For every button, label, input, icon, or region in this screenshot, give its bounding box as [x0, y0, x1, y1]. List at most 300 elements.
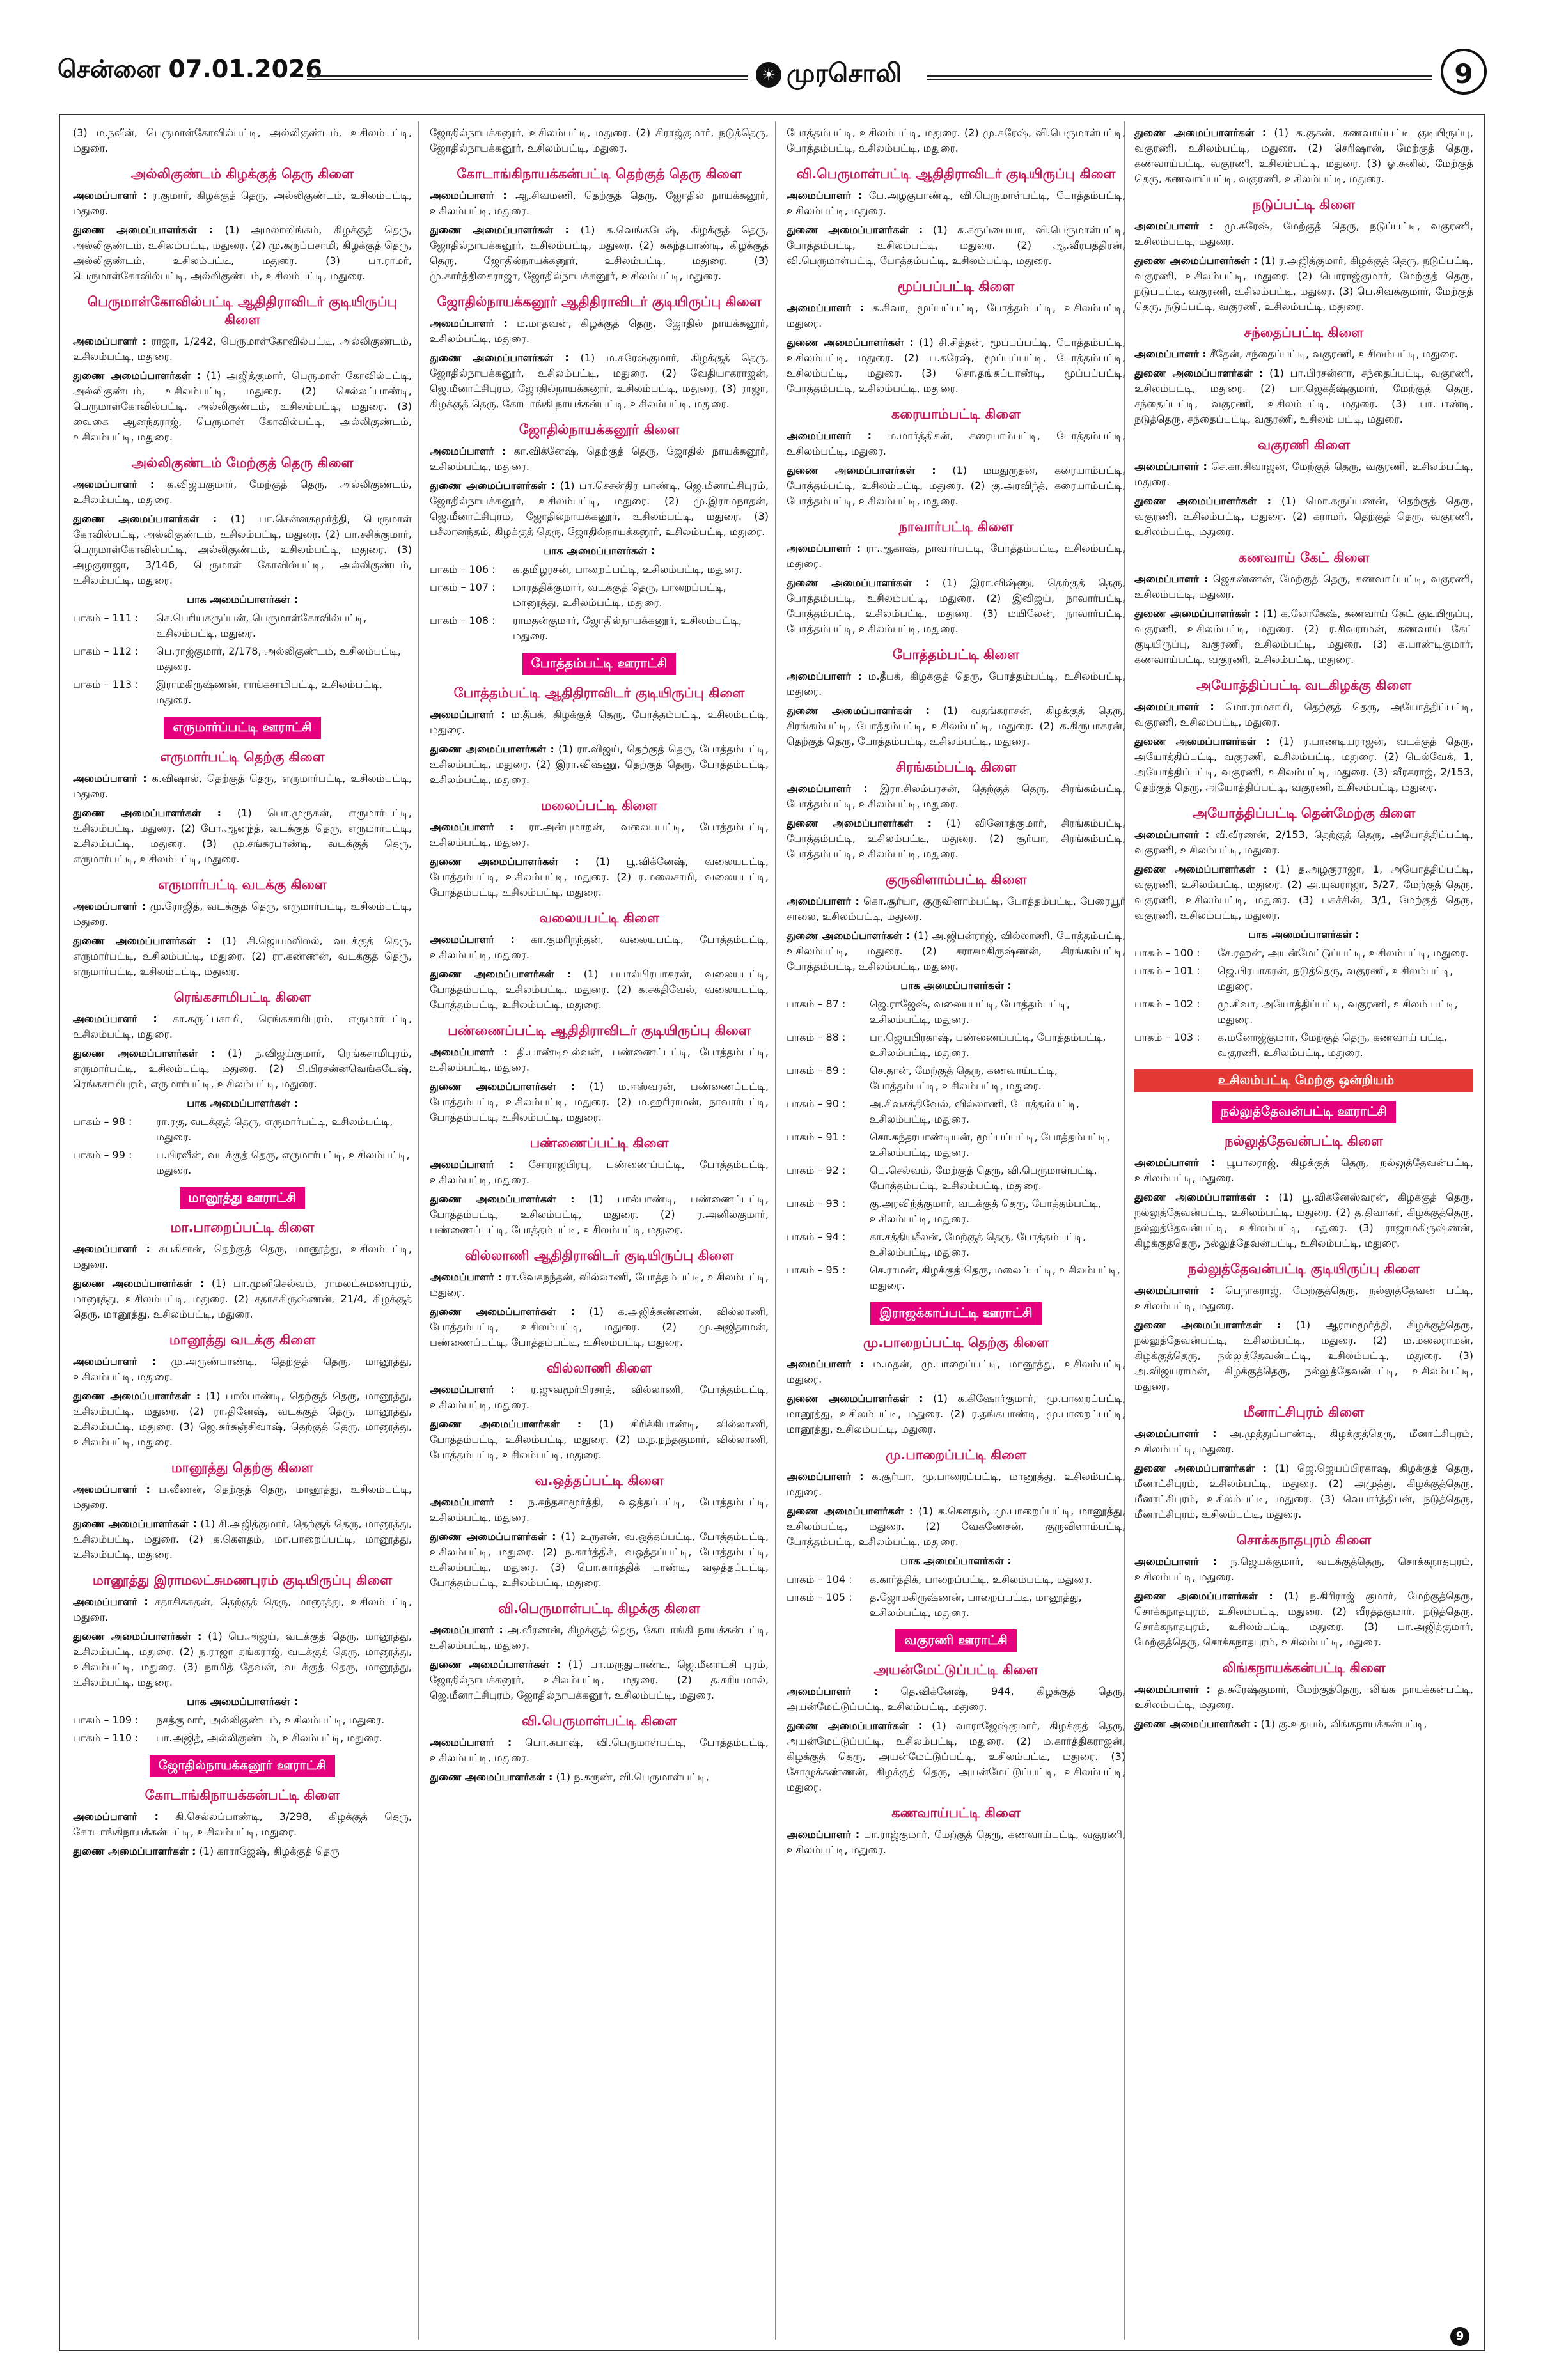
role-label: துணை அமைப்பாளர்கள் : [787, 1720, 923, 1732]
organiser-details: ப.வீணன், தெற்குத் தெரு, மானூத்து, உசிலம்பட்டி, மதுரை. [73, 1483, 412, 1511]
branch-heading: கரையாம்பட்டி கிளை [891, 407, 1021, 422]
organiser-details: (1) பொ.முருகன், எருமார்பட்டி, உசிலம்பட்டி, மதுரை. (2) போ.ஆனந்த், வடக்குத் தெரு, எருமார்பட்டி, உசிலம்பட்டி, மதுரை. (3) மு.சங்கரபாண்டி, வடக்குத் தெரு, எருமார்பட்டி, உசிலம்பட்டி, மதுரை. [73, 807, 412, 865]
organiser-entry [787, 816, 1125, 862]
organiser-details: ந.ஜெயக்குமார், வடக்குத்தெரு, சொக்கநாதபுரம், உசிலம்பட்டி, மதுரை. [1134, 1555, 1473, 1583]
organiser-entry [73, 1354, 412, 1385]
organiser-entry [73, 805, 412, 867]
branch-heading: மு.பாறைப்பட்டி தெற்கு கிளை [863, 1335, 1049, 1350]
booth-entry [73, 644, 412, 674]
branch-heading: பெருமாள்கோவில்பட்டி ஆதிதிராவிடர் குடியிருப்பு கிளை [87, 294, 398, 327]
organiser-entry [430, 1769, 769, 1785]
column-divider [775, 121, 776, 2340]
organiser-entry [787, 894, 1125, 924]
booth-number: பாகம் – 93 : [787, 1197, 846, 1209]
organiser-details: பே.அழகுபாண்டி, வி.பெருமாள்பட்டி, போத்தம்பட்டி, உசிலம்பட்டி, மதுரை. [787, 189, 1125, 217]
role-label: அமைப்பாளர் : [73, 900, 146, 912]
organiser-entry [787, 428, 1125, 459]
organiser-details: கா.கருப்பசாமி, ரெங்கசாமிபுரம், எருமார்பட்டி, உசிலம்பட்டி, மதுரை. [73, 1013, 412, 1040]
organiser-entry [787, 1684, 1125, 1715]
role-label: துணை அமைப்பாளர்கள் : [787, 464, 936, 476]
booth-organiser: மு.சிவா, அயோத்திப்பட்டி, வகுரணி, உசிலம் பட்டி, மதுரை. [1218, 998, 1458, 1025]
organiser-details: (1) க.கௌதம், மு.பாறைப்பட்டி, மானூத்து, உசிலம்பட்டி, மதுரை. (2) வேகணேசன், குருவிளாம்பட்டி, போத்தம்பட்டி, உசிலம்பட்டி, மதுரை. [787, 1505, 1125, 1548]
panchayat-banner-label: ஜோதில்நாயக்கனூர் ஊராட்சி [150, 1755, 336, 1777]
organiser-details: (1) வினோத்குமார், சிரங்கம்பட்டி, போத்தம்பட்டி, உசிலம்பட்டி, மதுரை. (2) சூர்யா, சிரங்கம்பட்டி, போத்தம்பட்டி, உசிலம்பட்டி, மதுரை. [787, 817, 1125, 860]
role-label: துணை அமைப்பாளர்கள் : [1134, 127, 1267, 139]
organiser-entry [430, 932, 769, 963]
organiser-entry [1134, 1716, 1473, 1732]
organiser-details: பொ.கபாஷ், வி.பெருமாள்பட்டி, போத்தம்பட்டி, உசிலம்பட்டி, மதுரை. [430, 1736, 769, 1764]
branch-heading: மானூத்து தெற்கு கிளை [171, 1460, 314, 1475]
organiser-entry [1134, 1318, 1473, 1394]
branch-heading: கோடாங்கிநாயக்கன்பட்டி தெற்குத் தெரு கிளை [457, 166, 742, 182]
booth-organiser: பெ.செல்வம், மேற்குத் தெரு, வி.பெருமாள்பட்டி, போத்தம்பட்டி, உசிலம்பட்டி, மதுரை. [870, 1164, 1097, 1192]
organiser-details: தெ.விக்னேஷ், 944, கிழக்குத் தெரு, அயன்மேட்டுப்பட்டி, உசிலம்பட்டி, மதுரை. [787, 1685, 1125, 1713]
organiser-entry [1134, 1461, 1473, 1522]
role-label: அமைப்பாளர் : [430, 1736, 512, 1748]
booth-number: பாகம் – 90 : [787, 1098, 846, 1110]
role-label: அமைப்பாளர் : [430, 1271, 502, 1283]
organiser-entry [430, 967, 769, 1013]
role-label: துணை அமைப்பாளர்கள் : [787, 929, 911, 942]
organiser-details: போத்தம்பட்டி, உசிலம்பட்டி, மதுரை. (2) மு.சுரேஷ், வி.பெருமாள்பட்டி, போத்தம்பட்டி, உசிலம்பட்டி, மதுரை. [787, 127, 1125, 154]
booth-entry [1134, 997, 1473, 1027]
role-label: துணை அமைப்பாளர்கள் : [787, 1505, 914, 1517]
organiser-entry [430, 1157, 769, 1188]
role-label: துணை அமைப்பாளர்கள் : [1134, 367, 1264, 379]
branch-heading: சந்தைப்பட்டி கிளை [1244, 325, 1364, 340]
booth-organiser: க.கார்த்திக், பாறைப்பட்டி, உசிலம்பட்டி, மதுரை. [870, 1573, 1092, 1585]
column-2 [430, 125, 769, 2337]
branch-heading: மானூத்து வடக்கு கிளை [169, 1332, 316, 1348]
role-label: துணை அமைப்பாளர்கள் : [787, 817, 932, 829]
organiser-details: (1) அமலாலிங்கம், கிழக்குத் தெரு, அல்லிகுண்டம், உசிலம்பட்டி, மதுரை. (2) மு.கருப்பசாமி, கிழக்குத் தெரு, அல்லிகுண்டம், உசிலம்பட்டி, மதுரை. (3) பா.ராமர், பெருமாள்கோவில்பட்டி, அல்லிகுண்டம், உசிலம்பட்டி, மதுரை. [73, 224, 412, 282]
booth-entry [73, 1114, 412, 1145]
organiser-details: (1) உருஎன், வ.ஒத்தப்பட்டி, போத்தம்பட்டி, உசிலம்பட்டி, மதுரை. (2) ந.கார்த்திக், வஒத்தப்பட்டி, போத்தம்பட்டி, உசிலம்பட்டி, மதுரை. (3) பொ.கார்த்திக் பாண்டி, வஒத்தப்பட்டி, போத்தம்பட்டி, உசிலம்பட்டி, மதுரை. [430, 1530, 769, 1589]
booth-organiser: இராமகிருஷ்ணன், ராங்கசாமிபட்டி, உசிலம்பட்டி, மதுரை. [156, 678, 383, 706]
organiser-entry [430, 444, 769, 474]
branch-heading: எருமார்பட்டி தெற்கு கிளை [160, 749, 325, 765]
role-label: துணை அமைப்பாளர்கள் : [430, 1658, 561, 1670]
booth-entry [787, 1196, 1125, 1227]
organiser-entry [73, 1629, 412, 1690]
role-label: துணை அமைப்பாளர்கள் : [1134, 1191, 1269, 1203]
role-label: அமைப்பாளர் : [430, 1496, 513, 1508]
organiser-details: (1) கு.உதயம், லிங்கநாயக்கன்பட்டி, [1260, 1718, 1427, 1730]
organiser-entry [787, 222, 1125, 268]
organiser-entry [1134, 1155, 1473, 1186]
role-label: துணை அமைப்பாளர்கள் : [787, 704, 930, 717]
organiser-entry [1134, 1283, 1473, 1314]
organiser-details: (1) பா.மருதுபாண்டி, ஜெ.மீனாட்சி புரம், ஜோதில்நாயக்கனூர், உசிலம்பட்டி, மதுரை. (2) த.சுரியமால், ஜெ.மீனாட்சிபுரம், ஜோதில்நாயக்கனூர், உசிலம்பட்டி, மதுரை. [430, 1658, 769, 1701]
organiser-entry [430, 478, 769, 540]
branch-heading: கணவாய்பட்டி கிளை [891, 1805, 1021, 1821]
organiser-entry [73, 1594, 412, 1625]
organiser-details: (3) ம.நவீன், பெருமாள்கோவில்பட்டி, அல்லிகுண்டம், உசிலம்பட்டி, மதுரை. [73, 127, 412, 154]
panchayat-banner-label: இராஜக்காப்பட்டி ஊராட்சி [870, 1302, 1041, 1325]
role-label: அமைப்பாளர் : [430, 1046, 508, 1058]
panchayat-banner [787, 1629, 1125, 1652]
role-label: அமைப்பாளர் : [787, 895, 859, 907]
role-label: அமைப்பாளர் : [1134, 348, 1207, 360]
booth-entry [787, 1263, 1125, 1293]
organiser-details: (1) பா.பிரசன்னா, சந்தைப்பட்டி, வகுரணி, உசிலம்பட்டி, மதுரை. (2) பா.ஜெகதீஷ்குமார், மேற்குத் தெரு, சந்தைப்பட்டி, வகுரணி, உசிலம்பட்டி, மதுரை. (3) பா.பாண்டி, நடுத்தெரு, சந்தைப்பட்டி, வகுரணி, உசிலம் பட்டி, மதுரை. [1134, 367, 1473, 425]
booth-entry [787, 1063, 1125, 1094]
role-label: துணை அமைப்பாளர்கள் : [787, 1392, 923, 1404]
booth-organiser: ப.பிரவீன், வடக்குத் தெரு, எருமார்பட்டி, உசிலம்பட்டி, மதுரை. [156, 1149, 410, 1176]
role-label: துணை அமைப்பாளர்கள் : [1134, 607, 1259, 619]
role-label: அமைப்பாளர் : [787, 782, 868, 795]
role-label: துணை அமைப்பாளர்கள் : [430, 352, 569, 364]
role-label: அமைப்பாளர் : [787, 1470, 864, 1482]
organiser-entry [430, 1622, 769, 1653]
organiser-entry [73, 1516, 412, 1562]
organiser-details: (1) சு.குகன், கணவாய்பட்டி குடியிருப்பு, வகுரணி, உசிலம்பட்டி, மதுரை. (2) செரிஷான், மேற்குத் தெரு, கணவாய்பட்டி, வகுரணி, உசிலம்பட்டி, மதுரை. (3) ஓ.சுனில், மேற்குத் தெரு, கணவாய்பட்டி, வகுரணி, உசிலம்பட்டி, மதுரை. [1134, 127, 1473, 185]
branch-heading: சொக்கநாதபுரம் கிளை [1236, 1532, 1372, 1548]
masthead [58, 50, 1487, 101]
role-label: துணை அமைப்பாளர்கள் : [1134, 254, 1258, 267]
booth-organiser: கா.சத்தியசீலன், மேற்குத் தெரு, போத்தம்பட்டி, உசிலம்பட்டி, மதுரை. [870, 1231, 1086, 1258]
rising-sun-emblem-icon: ☀ [756, 62, 781, 88]
branch-heading: வி.பெருமாள்பட்டி ஆதிதிராவிடர் குடியிருப்பு கிளை [796, 166, 1116, 182]
role-label: துணை அமைப்பாளர்கள் : [1134, 1319, 1281, 1331]
organiser-entry [787, 669, 1125, 699]
organiser-details: (1) மொ.கருப்பணன், தெற்குத் தெரு, வகுரணி, உசிலம்பட்டி, மதுரை. (2) கராமர், தெற்குத் தெரு, வகுரணி, உசிலம்பட்டி, மதுரை. [1134, 495, 1473, 538]
organiser-details: (1) சி.சித்தன், மூப்பப்பட்டி, போத்தம்பட்டி, உசிலம்பட்டி, மதுரை. (2) ப.சுரேஷ், மூப்பப்பட்டி, போத்தம்பட்டி, உசிலம்பட்டி, மதுரை. (3) சொ.தங்கப்பாண்டி, மூப்பப்பட்டி, போத்தம்பட்டி, உசிலம்பட்டி, மதுரை. [787, 336, 1125, 394]
booth-entry [787, 1030, 1125, 1061]
organiser-details: (1) பால்பாண்டி, பண்ணைப்பட்டி, போத்தம்பட்டி, உசிலம்பட்டி, மதுரை. (2) ர.அனில்குமார், பண்ணைப்பட்டி, போத்தம்பட்டி, உசிலம்பட்டி, மதுரை. [430, 1193, 769, 1236]
organiser-details: ம.தீபக், கிழக்குத் தெரு, போத்தம்பட்டி, உசிலம்பட்டி, மதுரை. [430, 708, 769, 736]
booth-organiser: பா.ஜெயபிரகாஷ், பண்ணைப்பட்டி, போத்தம்பட்டி, உசிலம்பட்டி, மதுரை. [870, 1031, 1106, 1059]
booth-organiser: பா.அஜித், அல்லிகுண்டம், உசிலம்பட்டி, மதுரை. [156, 1732, 382, 1744]
branch-heading: ரெங்கசாமிபட்டி கிளை [173, 990, 311, 1005]
organiser-details: (1) க.அஜித்கண்ணன், வில்லாணி, போத்தம்பட்டி, உசிலம்பட்டி, மதுரை. (2) மு.அஜிதாமன், பண்ணைப்பட்டி, போத்தம்பட்டி, உசிலம்பட்டி, மதுரை. [430, 1305, 769, 1348]
booth-organiser: அ.சிவசக்திவேல், வில்லாணி, போத்தம்பட்டி, உசிலம்பட்டி, மதுரை. [870, 1098, 1079, 1125]
booth-number: பாகம் – 88 : [787, 1031, 846, 1043]
booth-entry [787, 997, 1125, 1027]
role-label: துணை அமைப்பாளர்கள் : [1134, 1462, 1267, 1474]
booth-number: பாகம் – 108 : [430, 614, 496, 626]
organiser-details: (1) காராஜேஷ், கிழக்குத் தெரு [199, 1845, 340, 1857]
organiser-details: இரா.சிலம்பரசன், தெற்குத் தெரு, சிரங்கம்பட்டி, போத்தம்பட்டி, உசிலம்பட்டி, மதுரை. [787, 782, 1125, 810]
booth-number: பாகம் – 91 : [787, 1131, 846, 1143]
role-label: துணை அமைப்பாளர்கள் : [430, 1193, 575, 1205]
branch-heading: நல்லுத்தேவன்பட்டி குடியிருப்பு கிளை [1187, 1261, 1420, 1277]
role-label: துணை அமைப்பாளர்கள் : [73, 369, 201, 382]
organiser-details: (1) ம.சுரேஷ்குமார், கிழக்குத் தெரு, ஜோதில்நாயக்கனூர், உசிலம்பட்டி, மதுரை. (2) வேதியாகராஜன், ஜெ.மீனாட்சிபுரம், ஜோதில்நாயக்கனூர், உசிலம்பட்டி, மதுரை. (3) ராஜா, கிழக்குத் தெரு, கோடாங்கி நாயக்கன்பட்டி, உசிலம்பட்டி, மதுரை. [430, 352, 769, 410]
booth-organiser: செ.ராமன், கிழக்குத் தெரு, மலைப்பட்டி, உசிலம்பட்டி, மதுரை. [870, 1264, 1120, 1291]
booth-entry [430, 562, 769, 577]
organiser-details: கி.செல்லப்பாண்டி, 3/298, கிழக்குத் தெரு, கோடாங்கிநாயக்கன்பட்டி, உசிலம்பட்டி, மதுரை. [73, 1810, 412, 1838]
booth-organiser: க.தமிழரசன், பாறைப்பட்டி, உசிலம்பட்டி, மதுரை. [513, 563, 742, 575]
role-label: அமைப்பாளர் : [1134, 1683, 1210, 1695]
organiser-entry [73, 125, 412, 156]
organiser-details: சுபகிசான், தெற்குத் தெரு, மானூத்து, உசிலம்பட்டி, மதுரை. [73, 1243, 412, 1270]
booth-number: பாகம் – 95 : [787, 1264, 846, 1276]
panchayat-banner [787, 1302, 1125, 1325]
organiser-entry [430, 1304, 769, 1350]
organiser-details: பா.ராஜ்குமார், மேற்குத் தெரு, கணவாய்பட்டி, வகுரணி, உசிலம்பட்டி, மதுரை. [787, 1828, 1125, 1856]
organiser-entry [1134, 862, 1473, 923]
organiser-entry [430, 188, 769, 219]
role-label: துணை அமைப்பாளர்கள் : [73, 224, 214, 236]
organiser-details: (1) ரா.விஜய், தெற்குத் தெரு, போத்தம்பட்டி, உசிலம்பட்டி, மதுரை. (2) இரா.விஷ்ணு, தெற்குத் தெரு, போத்தம்பட்டி, உசிலம்பட்டி, மதுரை. [430, 743, 769, 786]
organiser-entry [1134, 827, 1473, 858]
panchayat-banner-label: நல்லுத்தேவன்பட்டி ஊராட்சி [1212, 1101, 1396, 1123]
organiser-entry [73, 1844, 412, 1859]
organiser-details: மு.ரோஜித், வடக்குத் தெரு, எருமார்பட்டி, உசிலம்பட்டி, மதுரை. [73, 900, 412, 928]
branch-heading: மீனாட்சிபுரம் கிளை [1243, 1404, 1365, 1420]
organiser-details: (1) பால்பாண்டி, தெற்குத் தெரு, மானூத்து, உசிலம்பட்டி, மதுரை. (2) ரா.தினேஷ், வடக்குத் தெரு, மானூத்து, உசிலம்பட்டி, மதுரை. (3) ஜெ.சுர்சுஞ்சிவாஷ், தெற்குத் தெரு, மானூத்து, உசிலம்பட்டி, மதுரை. [73, 1390, 412, 1448]
booth-entry [430, 613, 769, 644]
branch-heading: கணவாய் கேட் கிளை [1238, 550, 1370, 565]
organiser-details: மு.சுரேஷ், மேற்குத் தெரு, நடுப்பட்டி, வகுரணி, உசிலம்பட்டி, மதுரை. [1134, 220, 1473, 247]
role-label: துணை அமைப்பாளர்கள் : [430, 1305, 575, 1318]
organiser-entry [1134, 494, 1473, 540]
organiser-entry [1134, 125, 1473, 187]
booth-number: பாகம் – 106 : [430, 563, 496, 575]
organiser-details: க.சூர்யா, மு.பாறைப்பட்டி, மானூத்து, உசிலம்பட்டி, மதுரை. [787, 1470, 1125, 1498]
organiser-entry [430, 1417, 769, 1463]
panchayat-banner-label: போத்தம்பட்டி ஊராட்சி [522, 653, 677, 675]
organiser-details: ஆ.சிவமணி, தெற்குத் தெரு, ஜோதில் நாயக்கனூர், உசிலம்பட்டி, மதுரை. [430, 189, 769, 217]
section-subheading: பாக அமைப்பாளர்கள் : [187, 1695, 298, 1707]
organiser-details: ம.மதன், மு.பாறைப்பட்டி, மானூத்து, உசிலம்பட்டி, மதுரை. [787, 1358, 1125, 1385]
masthead-rule-right [927, 75, 1432, 80]
panchayat-banner [1134, 1069, 1473, 1092]
branch-heading: மூப்பப்பட்டி கிளை [897, 279, 1015, 294]
panchayat-banner [430, 653, 769, 675]
branch-heading: வில்லாணி ஆதிதிராவிடர் குடியிருப்பு கிளை [464, 1248, 734, 1263]
organiser-details: (1) பூ.விக்னேஷ், வலையபட்டி, போத்தம்பட்டி, உசிலம்பட்டி, மதுரை. (2) ர.மலைசாமி, வலையபட்டி, போத்தம்பட்டி, உசிலம்பட்டி, மதுரை. [430, 855, 769, 898]
organiser-details: (1) மமதுருதன், கரையாம்பட்டி, போத்தம்பட்டி, உசிலம்பட்டி, மதுரை. (2) கு.அரவிந்த், கரையாம்பட்டி, போத்தம்பட்டி, உசிலம்பட்டி, மதுரை. [787, 464, 1125, 507]
organiser-entry [430, 742, 769, 788]
role-label: துணை அமைப்பாளர்கள் : [1134, 735, 1270, 747]
booth-number: பாகம் – 102 : [1134, 998, 1200, 1010]
organiser-entry [1134, 734, 1473, 795]
role-label: அமைப்பாளர் : [430, 189, 507, 201]
booth-organiser: ரா.ரகு, வடக்குத் தெரு, எருமார்பட்டி, உசிலம்பட்டி, மதுரை. [156, 1116, 393, 1143]
organiser-entry [430, 1270, 769, 1300]
organiser-entry [1134, 366, 1473, 427]
role-label: அமைப்பாளர் : [1134, 1427, 1217, 1440]
role-label: அமைப்பாளர் : [73, 772, 147, 784]
organiser-entry [73, 1241, 412, 1272]
organiser-details: (1) க.வெங்கடேஷ், கிழக்குத் தெரு, ஜோதில்நாயக்கனூர், உசிலம்பட்டி, மதுரை. (2) சுகந்தபாண்டி, கிழக்குத் தெரு, ஜோதில்நாயக்கனூர், உசிலம்பட்டி, மதுரை. (3) மு.கார்த்திகைராஜா, ஜோதில்நாயக்கனூர், உசிலம்பட்டி, மதுரை. [430, 224, 769, 282]
organiser-entry [787, 335, 1125, 396]
booth-entry [787, 1572, 1125, 1587]
role-label: அமைப்பாளர் : [1134, 460, 1207, 472]
organiser-details: (1) க.லோகேஷ், கணவாய் கேட் குடியிருப்பு, வகுரணி, உசிலம்பட்டி, மதுரை. (2) ர.சிவராமன், கணவாய் கேட் குடியிருப்பு, வகுரணி, உசிலம்பட்டி, மதுரை. (3) க.பாண்டிகுமார், கணவாய்பட்டி, வகுரணி, உசிலம்பட்டி, மதுரை. [1134, 607, 1473, 665]
role-label: துணை அமைப்பாளர்கள் : [1134, 863, 1267, 875]
organiser-details: (1) ர.அஜித்குமார், கிழக்குத் தெரு, நடுப்பட்டி, வகுரணி, உசிலம்பட்டி, மதுரை. (2) பொராஜ்குமார், மேற்குத் தெரு, நடுப்பட்டி, வகுரணி, உசிலம்பட்டி, மதுரை. (3) பெ.சிவக்குமார், மேற்குத் தெரு, நடுப்பட்டி, வகுரணி, உசிலம்பட்டி, மதுரை. [1134, 254, 1473, 313]
branch-heading: நடுப்பட்டி கிளை [1252, 197, 1356, 212]
booth-number: பாகம் – 89 : [787, 1064, 846, 1077]
booth-entry [73, 611, 412, 641]
organiser-entry [1134, 1589, 1473, 1650]
organiser-entry [1134, 606, 1473, 667]
role-label: துணை அமைப்பாளர்கள் : [73, 1047, 215, 1059]
booth-number: பாகம் – 109 : [73, 1714, 139, 1726]
role-label: துணை அமைப்பாளர்கள் : [73, 1277, 205, 1289]
booth-number: பாகம் – 110 : [73, 1732, 139, 1744]
organiser-details: (1) ந.விஜய்குமார், ரெங்கசாமிபுரம், எருமார்பட்டி, உசிலம்பட்டி, மதுரை. (2) பி.பிரசன்னவெங்கடேஷ், ரெங்கசாமிபுரம், எருமார்பட்டி, உசிலம்பட்டி, மதுரை. [73, 1047, 412, 1090]
role-label: துணை அமைப்பாளர்கள் : [430, 1080, 576, 1093]
branch-heading: அயன்மேட்டுப்பட்டி கிளை [873, 1662, 1038, 1677]
role-label: துணை அமைப்பாளர்கள் : [430, 1771, 553, 1783]
organiser-entry [787, 541, 1125, 572]
booth-entry [787, 1163, 1125, 1194]
section-subheading: பாக அமைப்பாளர்கள் : [187, 1097, 298, 1109]
role-label: அமைப்பாளர் : [1134, 220, 1214, 232]
organiser-entry [787, 300, 1125, 331]
organiser-entry [787, 781, 1125, 812]
panchayat-banner-label: வகுரணி ஊராட்சி [895, 1629, 1016, 1652]
booth-entry [1134, 1030, 1473, 1061]
role-label: அமைப்பாளர் : [1134, 1156, 1215, 1169]
organiser-details: பூபாலராஜ், கிழக்குத் தெரு, நல்லுத்தேவன்பட்டி, உசிலம்பட்டி, மதுரை. [1134, 1156, 1473, 1184]
booth-number: பாகம் – 100 : [1134, 947, 1200, 959]
organiser-entry [430, 854, 769, 900]
booth-organiser: ஜெ.ராஜேஷ், வலையபட்டி, போத்தம்பட்டி, உசிலம்பட்டி, மதுரை. [870, 998, 1070, 1025]
organiser-details: சதாசிகசுதன், தெற்குத் தெரு, மானூத்து, உசிலம்பட்டி, மதுரை. [73, 1596, 412, 1623]
role-label: துணை அமைப்பாளர்கள் : [73, 935, 212, 947]
organiser-details: (1) ந.கிரிராஜ் குமார், மேற்குத்தெரு, சொக்கநாதபுரம், உசிலம்பட்டி, மதுரை. (2) வீரத்தகுமார், நடுத்தெரு, சொக்கநாதபுரம், உசிலம்பட்டி, மதுரை. (3) பா.அஜித்குமார், மேற்குத்தெரு, சொக்கநாதபுரம், உசிலம்பட்டி, மதுரை. [1134, 1590, 1473, 1648]
role-label: அமைப்பாளர் : [787, 1358, 865, 1370]
organiser-entry [73, 222, 412, 284]
booth-number: பாகம் – 104 : [787, 1573, 852, 1585]
organiser-details: (1) ம.ஈஸ்வரன், பண்ணைப்பட்டி, போத்தம்பட்டி, உசிலம்பட்டி, மதுரை. (2) ம.ஹரிராமன், நாவார்பட்டி, போத்தம்பட்டி, உசிலம்பட்டி, மதுரை. [430, 1080, 769, 1123]
organiser-entry [430, 1045, 769, 1075]
panchayat-banner [73, 1755, 412, 1777]
organiser-entry [73, 511, 412, 588]
footer-page-number: 9 [1450, 2327, 1469, 2346]
role-label: அமைப்பாளர் : [73, 189, 147, 201]
role-label: துணை அமைப்பாளர்கள் : [1134, 1590, 1273, 1602]
organiser-details: ஜெகண்ணன், மேற்குத் தெரு, கணவாய்பட்டி, வகுரணி, உசிலம்பட்டி, மதுரை. [1134, 573, 1473, 600]
role-label: அமைப்பாளர் : [787, 542, 861, 554]
role-label: அமைப்பாளர் : [430, 708, 505, 720]
organiser-details: ரா.அன்புமாறன், வலையபட்டி, போத்தம்பட்டி, உசிலம்பட்டி, மதுரை. [430, 821, 769, 848]
page-number-badge: 9 [1441, 49, 1487, 95]
branch-heading: அல்லிகுண்டம் மேற்குத் தெரு கிளை [131, 455, 354, 471]
section-subheading: பாக அமைப்பாளர்கள் : [900, 1555, 1012, 1567]
organiser-entry [787, 1391, 1125, 1437]
booth-number: பாகம் – 98 : [73, 1116, 132, 1128]
organiser-details: மொ.ராமசாமி, தெற்குத் தெரு, அயோத்திப்பட்டி, வகுரணி, உசிலம்பட்டி, மதுரை. [1134, 701, 1473, 728]
panchayat-banner [1134, 1101, 1473, 1123]
organiser-details: (1) க.கிஷோர்குமார், மு.பாறைப்பட்டி, மானூத்து, உசிலம்பட்டி, மதுரை. (2) ர.தங்கபாண்டி, மு.பாறைப்பட்டி, மானூத்து, உசிலம்பட்டி, மதுரை. [787, 1392, 1125, 1435]
column-1 [73, 125, 412, 2337]
section-subheading: பாக அமைப்பாளர்கள் : [1248, 928, 1359, 940]
organiser-entry [1134, 219, 1473, 249]
panchayat-banner [73, 717, 412, 739]
branch-heading: மு.பாறைப்பட்டி கிளை [885, 1447, 1027, 1463]
organiser-entry [430, 316, 769, 346]
organiser-entry [73, 1046, 412, 1092]
section-subheading: பாக அமைப்பாளர்கள் : [900, 979, 1012, 992]
organiser-details: வீ.வீரணன், 2/153, தெற்குத் தெரு, அயோத்திப்பட்டி, வகுரணி, உசிலம்பட்டி, மதுரை. [1134, 828, 1473, 856]
role-label: துணை அமைப்பாளர்கள் : [73, 1630, 202, 1642]
booth-number: பாகம் – 111 : [73, 612, 139, 624]
organiser-details: (1) பா.செசன்திர பாண்டி, ஜெ.மீனாட்சிபுரம், ஜோதில்நாயக்கனூர், உசிலம்பட்டி, மதுரை. (2) மு.இராமநாதன், ஜெ.மீனாட்சிபுரம், ஜோதில்நாயக்கனூர், உசிலம்பட்டி, மதுரை. (3) பசீலானந்தம், கிழக்குத் தெரு, ஜோதில்நாயக்கனூர், உசிலம்பட்டி, மதுரை. [430, 479, 769, 538]
branch-heading: மா.பாறைப்பட்டி கிளை [170, 1220, 315, 1235]
panchayat-banner [73, 1187, 412, 1209]
organiser-details: ம.மார்த்திகன், கரையாம்பட்டி, போத்தம்பட்டி, உசிலம்பட்டி, மதுரை. [787, 430, 1125, 457]
booth-entry [787, 1590, 1125, 1621]
organiser-details: ரா.வேகநந்தன், வில்லாணி, போத்தம்பட்டி, உசிலம்பட்டி, மதுரை. [430, 1271, 769, 1298]
organiser-entry [73, 1809, 412, 1840]
panchayat-banner-label: மானூத்து ஊராட்சி [180, 1187, 306, 1209]
panchayat-banner-label: எருமார்ப்பட்டி ஊராட்சி [164, 717, 320, 739]
role-label: துணை அமைப்பாளர்கள் : [787, 336, 914, 348]
organiser-entry [787, 1504, 1125, 1550]
organiser-entry [1134, 253, 1473, 315]
organiser-details: ரா.ஆகாஷ், நாவார்பட்டி, போத்தம்பட்டி, உசிலம்பட்டி, மதுரை. [787, 542, 1125, 570]
role-label: துணை அமைப்பாளர்கள் : [430, 1418, 582, 1430]
branch-heading: வில்லாணி கிளை [546, 1360, 652, 1376]
role-label: அமைப்பாளர் : [787, 430, 872, 442]
role-label: அமைப்பாளர் : [73, 1596, 148, 1608]
organiser-entry [1134, 1682, 1473, 1713]
organiser-details: (1) பபால்பிரபாகரன், வலையபட்டி, போத்தம்பட்டி, உசிலம்பட்டி, மதுரை. (2) க.சக்திவேல், வலையபட்டி, போத்தம்பட்டி, உசிலம்பட்டி, மதுரை. [430, 968, 769, 1011]
branch-heading: போத்தம்பட்டி ஆதிதிராவிடர் குடியிருப்பு கிளை [453, 685, 745, 701]
organiser-details: த.சுரேஷ்குமார், மேற்குத்தெரு, லிங்க நாயக்கன்பட்டி, உசிலம்பட்டி, மதுரை. [1134, 1683, 1473, 1711]
booth-organiser: க.மனோஜ்குமார், மேற்குத் தெரு, கணவாய் பட்டி, வகுரணி, உசிலம்பட்டி, மதுரை. [1218, 1031, 1447, 1059]
branch-heading: நல்லுத்தேவன்பட்டி கிளை [1225, 1133, 1383, 1149]
booth-entry [787, 1096, 1125, 1127]
role-label: துணை அமைப்பாளர்கள் : [430, 1530, 556, 1543]
organiser-entry [1134, 572, 1473, 602]
organiser-details: (1) அஜித்குமார், பெருமாள் கோவில்பட்டி, அல்லிகுண்டம், உசிலம்பட்டி, மதுரை. (2) செல்லப்பாண்டி, பெருமாள்கோவில்பட்டி, அல்லிகுண்டம், உசிலம்பட்டி, மதுரை. (3) வைகை ஆனந்தராஜ், பெருமாள் கோவில்பட்டி, அல்லிகுண்டம், உசிலம்பட்டி, மதுரை. [73, 369, 412, 443]
organiser-entry [430, 1382, 769, 1413]
branch-heading: மானூத்து இராமலட்சுமணபுரம் குடியிருப்பு கிளை [92, 1573, 393, 1588]
organiser-entry [430, 350, 769, 412]
organiser-entry [73, 477, 412, 508]
organiser-details: மு.அருண்பாண்டி, தெற்குத் தெரு, மானூத்து, உசிலம்பட்டி, மதுரை. [73, 1355, 412, 1383]
organiser-entry [430, 820, 769, 850]
role-label: அமைப்பாளர் : [787, 670, 862, 682]
section-subheading: பாக அமைப்பாளர்கள் : [187, 593, 298, 605]
branch-heading: வலையபட்டி கிளை [539, 910, 659, 926]
column-divider [418, 121, 419, 2340]
role-label: அமைப்பாளர் : [1134, 1284, 1214, 1296]
booth-entry [1134, 945, 1473, 961]
booth-number: பாகம் – 107 : [430, 581, 496, 593]
organiser-entry [430, 1079, 769, 1125]
role-label: துணை அமைப்பாளர்கள் : [73, 1518, 197, 1530]
role-label: அமைப்பாளர் : [73, 1810, 159, 1823]
organiser-entry [787, 125, 1125, 156]
paper-name: முரசொலி [787, 59, 902, 88]
role-label: துணை அமைப்பாளர்கள் : [430, 855, 579, 867]
organiser-entry [787, 575, 1125, 637]
organiser-details: (1) பா.சென்னகமூர்த்தி, பெருமாள் கோவில்பட்டி, அல்லிகுண்டம், உசிலம்பட்டி, மதுரை. (2) பா.சசிக்குமார், பெருமாள்கோவில்பட்டி, அல்லிகுண்டம், உசிலம்பட்டி, மதுரை. (3) அழகுராஜா, 3/146, பெருமாள் கோவில்பட்டி, அல்லிகுண்டம், உசிலம்பட்டி, மதுரை. [73, 513, 412, 586]
organiser-details: (1) வதங்கராசன், கிழக்குத் தெரு, சிரங்கம்பட்டி, போத்தம்பட்டி, உசிலம்பட்டி, மதுரை. (2) க.கிருபாகரன், தெற்குத் தெரு, போத்தம்பட்டி, உசிலம்பட்டி, மதுரை. [787, 704, 1125, 747]
organiser-entry [73, 368, 412, 445]
booth-number: பாகம் – 99 : [73, 1149, 132, 1161]
role-label: துணை அமைப்பாளர்கள் : [73, 513, 217, 525]
organiser-entry [73, 899, 412, 929]
branch-heading: அயோத்திப்பட்டி தென்மேற்கு கிளை [1192, 805, 1416, 821]
section-subheading: பாக அமைப்பாளர்கள் : [544, 545, 655, 557]
role-label: துணை அமைப்பாளர்கள் : [1134, 1718, 1258, 1730]
organiser-details: ராஜா, 1/242, பெருமாள்கோவில்பட்டி, அல்லிகுண்டம், உசிலம்பட்டி, மதுரை. [73, 335, 412, 362]
booth-organiser: ராமதன்குமார், ஜோதில்நாயக்கனூர், உசிலம்பட்டி, மதுரை. [513, 614, 742, 642]
role-label: துணை அமைப்பாளர்கள் : [787, 224, 923, 236]
organiser-details: கா.விக்னேஷ், தெற்குத் தெரு, ஜோதில் நாயக்கனூர், உசிலம்பட்டி, மதுரை. [430, 445, 769, 472]
role-label: துணை அமைப்பாளர்கள் : [430, 743, 554, 755]
organiser-entry [1134, 1190, 1473, 1251]
